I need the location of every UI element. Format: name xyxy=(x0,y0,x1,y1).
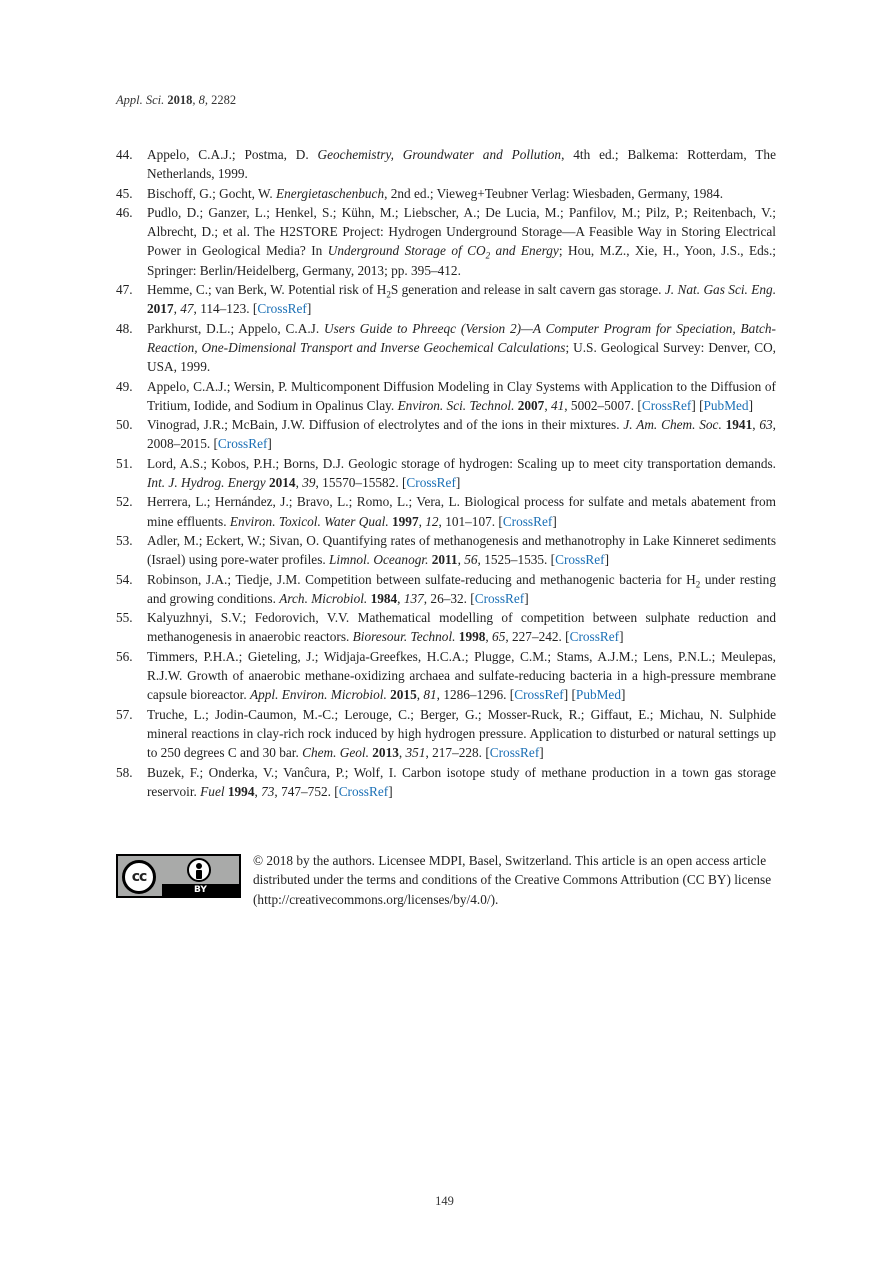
crossref-link[interactable]: CrossRef xyxy=(338,783,389,799)
journal-volume: 8 xyxy=(198,93,205,107)
reference-text: Appelo, C.A.J.; Postma, D. Geochemistry, Groundwater and Pollution, 4th ed.; Balkema: Rotterdam, The Netherlands, 1999. xyxy=(147,147,776,182)
attribution-person-icon xyxy=(187,858,211,882)
crossref-link[interactable]: CrossRef xyxy=(406,475,456,491)
reference-text: Vinograd, J.R.; McBain, J.W. Diffusion of electrolytes and of the ions in their mixtures. J. Am. Chem. Soc. 1941, 63, 2008–2015. [CrossRef] xyxy=(147,417,776,452)
reference-text: Herrera, L.; Hernández, J.; Bravo, L.; Romo, L.; Vera, L. Biological process for sulfate and metals abatement from mine effluents. Environ. Toxicol. Water Qual. 1997, 12, 101–107. [CrossRef] xyxy=(147,494,776,529)
reference-item xyxy=(116,531,776,570)
crossref-link[interactable]: CrossRef xyxy=(257,301,307,317)
journal-year: 2018 xyxy=(167,93,193,107)
reference-number: 47. xyxy=(116,282,133,298)
crossref-link[interactable]: CrossRef xyxy=(555,552,605,568)
crossref-link[interactable]: CrossRef xyxy=(514,687,564,703)
reference-text: Bischoff, G.; Gocht, W. Energietaschenbuch, 2nd ed.; Vieweg+Teubner Verlag: Wiesbaden, Germany, 1984. xyxy=(147,185,724,201)
reference-item xyxy=(116,319,776,377)
license-text: © 2018 by the authors. Licensee MDPI, Basel, Switzerland. This article is an open access article distributed under the terms and conditions of the Creative Commons Attribution (CC BY) license (http://creativecommons.org/licenses/by/4.0/). xyxy=(253,853,772,907)
pubmed-link[interactable]: PubMed xyxy=(575,687,621,703)
reference-text: Buzek, F.; Onderka, V.; Vanĉura, P.; Wolf, I. Carbon isotope study of methane production in a town gas storage reservoir. Fuel 1994, 73, 747–752. [CrossRef] xyxy=(147,764,776,799)
reference-number: 55. xyxy=(116,610,133,626)
crossref-link[interactable]: CrossRef xyxy=(641,397,692,413)
crossref-link[interactable]: CrossRef xyxy=(502,513,553,529)
cc-by-badge-icon[interactable] xyxy=(116,854,241,898)
crossref-link[interactable]: CrossRef xyxy=(474,590,525,606)
reference-number: 56. xyxy=(116,648,133,664)
reference-text: Adler, M.; Eckert, W.; Sivan, O. Quantifying rates of methanogenesis and methanotrophy in Lake Kinneret sediments (Israel) using pore-water profiles. Limnol. Oceanogr. 2011, 56, 1525–1535. [CrossRef] xyxy=(147,532,776,568)
reference-item xyxy=(116,280,776,319)
journal-name: Appl. Sci. xyxy=(116,93,165,107)
cc-icon: cc xyxy=(122,860,156,894)
page-number: 149 xyxy=(435,1194,454,1208)
by-label: BY xyxy=(162,884,239,896)
reference-item xyxy=(116,454,776,493)
reference-number: 44. xyxy=(116,147,133,162)
reference-item xyxy=(116,570,776,609)
reference-text: Appelo, C.A.J.; Wersin, P. Multicomponent Diffusion Modeling in Clay Systems with Application to the Diffusion of Tritium, Iodide, and Sodium in Opalinus Clay. Environ. Sci. Technol. 2007, 41, 5002–5007. [CrossRef] [PubMed] xyxy=(147,378,776,413)
reference-number: 57. xyxy=(116,706,133,722)
crossref-link[interactable]: CrossRef xyxy=(569,629,620,645)
reference-item xyxy=(116,705,776,763)
reference-text: Lord, A.S.; Kobos, P.H.; Borns, D.J. Geologic storage of hydrogen: Scaling up to meet city transportation demands. Int. J. Hydrog. Energy 2014, 39, 15570–15582. [CrossRef] xyxy=(147,455,776,491)
reference-item xyxy=(116,415,776,454)
reference-number: 53. xyxy=(116,532,133,548)
crossref-link[interactable]: CrossRef xyxy=(489,745,540,761)
reference-item xyxy=(116,377,776,416)
reference-number: 52. xyxy=(116,494,133,510)
crossref-link[interactable]: CrossRef xyxy=(217,436,268,452)
reference-number: 58. xyxy=(116,764,133,780)
reference-number: 46. xyxy=(116,204,133,220)
running-header: Appl. Sci. 2018, 8, 2282 xyxy=(116,93,237,107)
reference-item xyxy=(116,145,776,184)
reference-number: 51. xyxy=(116,455,133,471)
reference-text: Truche, L.; Jodin-Caumon, M.-C.; Lerouge, C.; Berger, G.; Mosser-Ruck, R.; Giffaut, E.; Michau, N. Sulphide mineral reactions in clay-rich rock induced by high hydrogen pressure. Application to disturbed or natural settings up to 250 degrees C and 30 bar. Chem. Geol. 2013, 351, 217–228. [CrossRef] xyxy=(147,706,776,761)
reference-number: 49. xyxy=(116,378,133,394)
reference-text: Hemme, C.; van Berk, W. Potential risk of $H_2S$ generation and release in salt cavern gas storage. J. Nat. Gas Sci. Eng. 2017, 47, 114–123. [CrossRef] xyxy=(147,282,777,317)
reference-text: Timmers, P.H.A.; Gieteling, J.; Widjaja-Greefkes, H.C.A.; Plugge, C.M.; Stams, A.J.M.; Lens, P.N.L.; Meulepas, R.J.W. Growth of anaerobic methane-oxidizing archaea and sulfate-reducing bacteria in a high-pressure membrane capsule bioreactor. Appl. Environ. Microbiol. 2015, 81, 1286–1296. [CrossRef] [PubMed] xyxy=(147,648,776,703)
reference-item xyxy=(116,492,776,531)
reference-number: 45. xyxy=(116,185,133,201)
reference-number: 54. xyxy=(116,571,133,587)
reference-text: Kalyuzhnyi, S.V.; Fedorovich, V.V. Mathematical modelling of competition between sulphate reduction and methanogenesis in anaerobic reactors. Bioresour. Technol. 1998, 65, 227–242. [CrossRef] xyxy=(147,610,776,645)
reference-item xyxy=(116,647,776,705)
reference-text: Pudlo, D.; Ganzer, L.; Henkel, S.; Kühn, M.; Liebscher, A.; De Lucia, M.; Panfilov, M.; Pilz, P.; Reitenbach, V.; Albrecht, D.; et al. The H2STORE Project: Hydrogen Underground Storage—A Feasible Way in Storing Electrical Power in Geological Media? In Underground Storage of $CO_2$ and Energy; Hou, M.Z., Xie, H., Yoon, J.S., Eds.; Springer: Berlin/Heidelberg, Germany, 2013; pp. 395–412. xyxy=(147,204,777,278)
reference-item xyxy=(116,184,776,203)
pubmed-link[interactable]: PubMed xyxy=(703,397,749,413)
reference-item xyxy=(116,203,776,280)
reference-number: 50. xyxy=(116,417,133,433)
reference-list xyxy=(116,145,776,801)
reference-text: Parkhurst, D.L.; Appelo, C.A.J. Users Guide to Phreeqc (Version 2)—A Computer Program for Speciation, Batch-Reaction, One-Dimensional Transport and Inverse Geochemical Calculations; U.S. Geological Survey: Denver, CO, USA, 1999. xyxy=(147,320,776,375)
reference-text: Robinson, J.A.; Tiedje, J.M. Competition between sulfate-reducing and methanogenic bacteria for $H_2$ under resting and growing conditions. Arch. Microbiol. 1984, 137, 26–32. [CrossRef] xyxy=(147,571,776,606)
reference-item xyxy=(116,608,776,647)
reference-item xyxy=(116,763,776,802)
article-number: 2282 xyxy=(211,93,237,107)
reference-number: 48. xyxy=(116,320,133,336)
